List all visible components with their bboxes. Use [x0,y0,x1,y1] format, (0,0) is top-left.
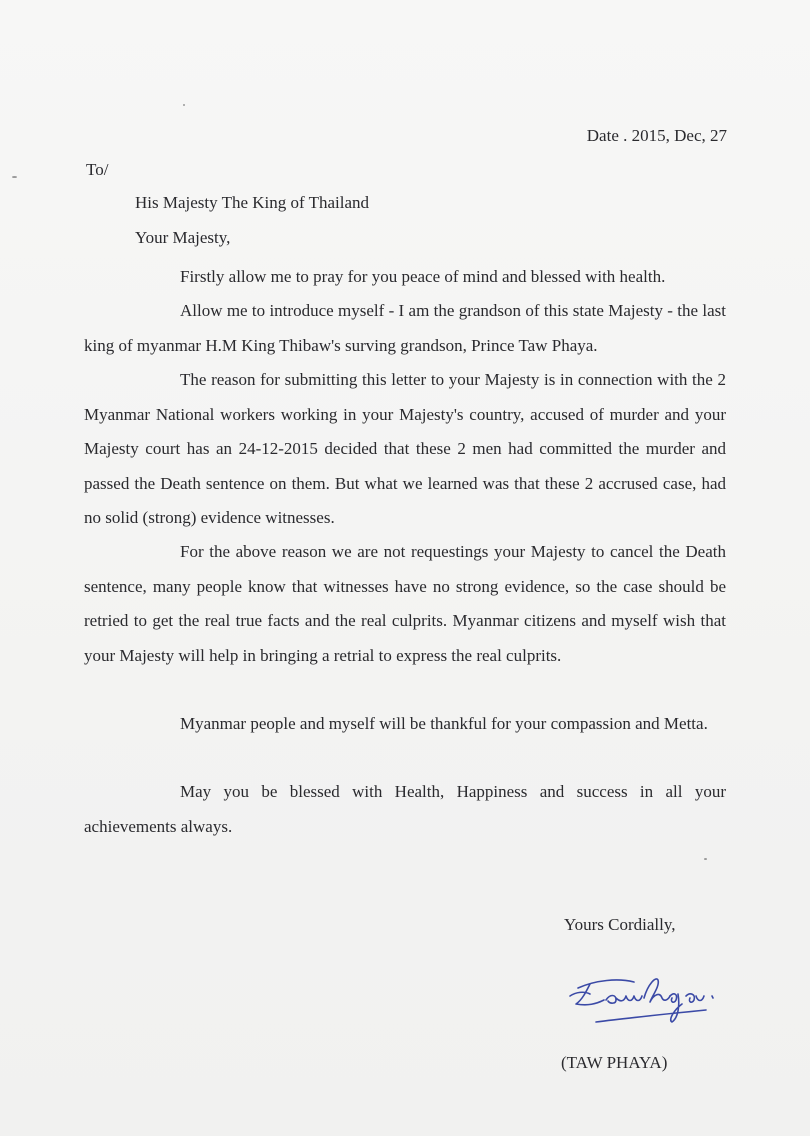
paragraph-text: Allow me to introduce myself - I am the grandson of this state Majesty - the last king of myanmar H.M King Thibaw's surving grandson, Prince Taw Phaya. [84,301,726,355]
letter-date: Date . 2015, Dec, 27 [586,126,727,145]
paragraph-text: May you be blessed with Health, Happiness and success in all your achievements always. [84,782,726,836]
letter-salutation: Your Majesty, [135,228,231,247]
signer-name: (TAW PHAYA) [561,1053,668,1072]
letter-closing: Yours Cordially, [564,915,676,934]
letter-recipient: His Majesty The King of Thailand [135,193,370,212]
paper-speck [183,104,185,106]
paragraph-request [84,535,726,673]
paragraph-introduction [84,294,726,363]
paragraph-prayer [84,260,726,295]
paragraph-text: Myanmar people and myself will be thankful for your compassion and Metta. [180,714,708,733]
letter-to: To/ [86,160,109,179]
paragraph-reason [84,363,726,536]
paragraph-text: Firstly allow me to pray for you peace of mind and blessed with health. [180,267,666,286]
paragraph-text: The reason for submitting this letter to your Majesty is in connection with the 2 Myanmar National workers working in your Majesty's country, accused of murder and your Majesty court has an 24-12-2015 decided that these 2 men had committed the murder and passed the Death sentence on them. But what we learned was that these 2 accrused case, had no solid (strong) evidence witnesses. [84,370,726,527]
paragraph-text: For the above reason we are not requestings your Majesty to cancel the Death sentence, many people know that witnesses have no strong evidence, so the case should be retried to get the real true facts and the real culprits. Myanmar citizens and myself wish that your Majesty will help in bringing a retrial to express the real culprits. [84,542,726,665]
paragraph-blessing [84,775,726,844]
paper-speck [12,176,17,178]
paper-speck [704,858,707,860]
handwritten-signature [566,966,746,1036]
paragraph-thanks [84,707,726,742]
